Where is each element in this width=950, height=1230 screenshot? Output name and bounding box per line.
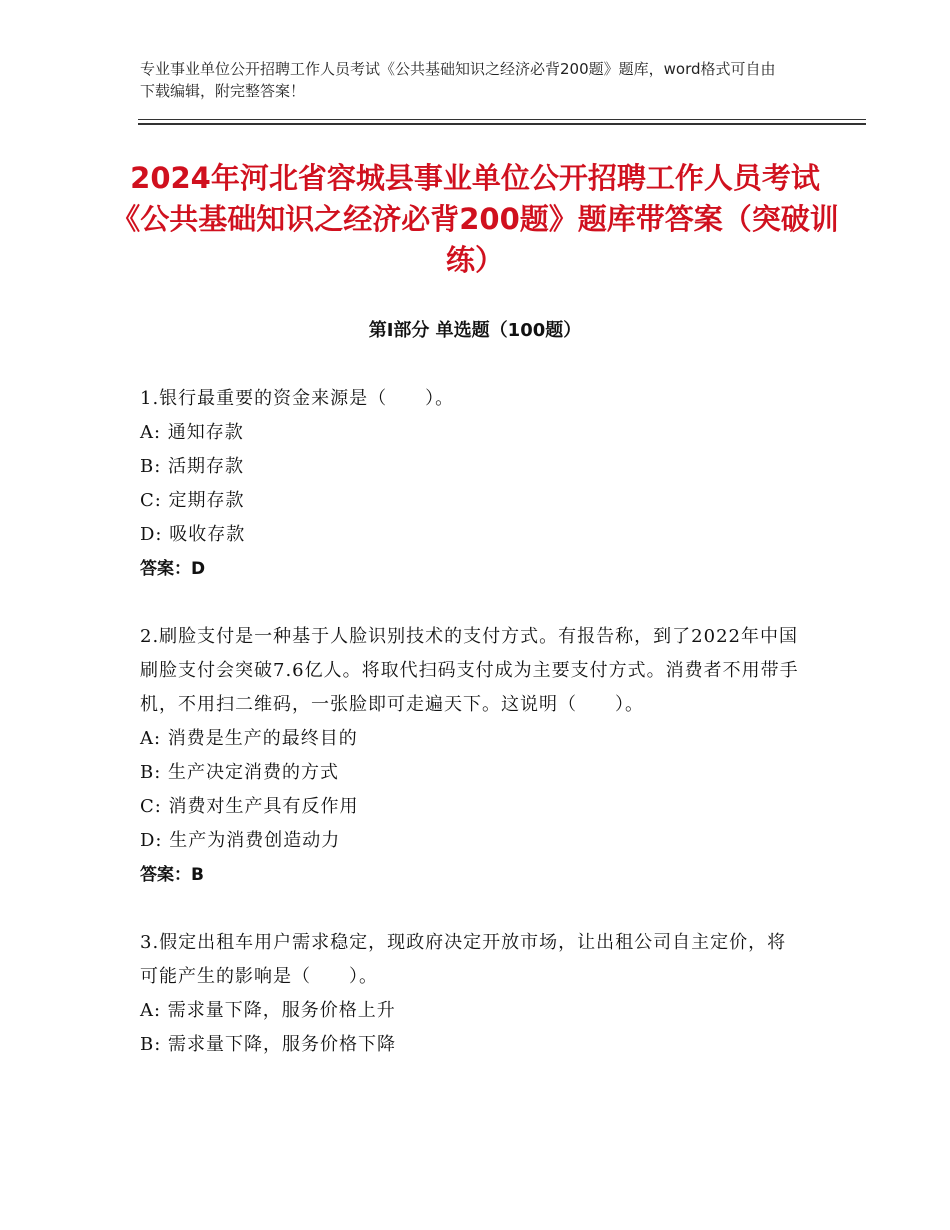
answer: 答案：B [140, 865, 204, 885]
header-rule-thick [138, 123, 866, 125]
answer: 答案：D [140, 559, 206, 579]
option-d: D: 生产为消费创造动力 [140, 830, 341, 851]
question-2 [140, 620, 805, 892]
option-a: A: 消费是生产的最终目的 [140, 728, 358, 749]
document-title: 2024年河北省容城县事业单位公开招聘工作人员考试《公共基础知识之经济必背200题》题库带答案（突破训练） [111, 161, 839, 277]
section-title: 第Ⅰ部分 单选题（100题） [368, 320, 582, 341]
option-b: B: 生产决定消费的方式 [140, 762, 340, 783]
question-stem: 1.银行最重要的资金来源是（ ）。 [140, 388, 455, 409]
option-c: C: 定期存款 [140, 490, 245, 511]
question-stem: 2.刷脸支付是一种基于人脸识别技术的支付方式。有报告称，到了2022年中国刷脸支付会突破7.6亿人。将取代扫码支付成为主要支付方式。消费者不用带手机，不用扫二维码，一张脸即可走遍天下。这说明（ ）。 [140, 626, 799, 715]
option-b: B: 需求量下降，服务价格下降 [140, 1034, 397, 1055]
option-a: A: 通知存款 [140, 422, 244, 443]
question-stem: 3.假定出租车用户需求稳定，现政府决定开放市场，让出租公司自主定价，将可能产生的影响是（ ）。 [140, 932, 787, 987]
option-c: C: 消费对生产具有反作用 [140, 796, 359, 817]
question-3 [140, 926, 805, 1062]
header-rule-thin [138, 119, 866, 120]
question-list [140, 382, 805, 1096]
question-1 [140, 382, 805, 586]
option-d: D: 吸收存款 [140, 524, 246, 545]
option-a: A: 需求量下降，服务价格上升 [140, 1000, 396, 1021]
header-note: 专业事业单位公开招聘工作人员考试《公共基础知识之经济必背200题》题库，word格式可自由下载编辑，附完整答案！ [140, 60, 776, 100]
option-b: B: 活期存款 [140, 456, 245, 477]
